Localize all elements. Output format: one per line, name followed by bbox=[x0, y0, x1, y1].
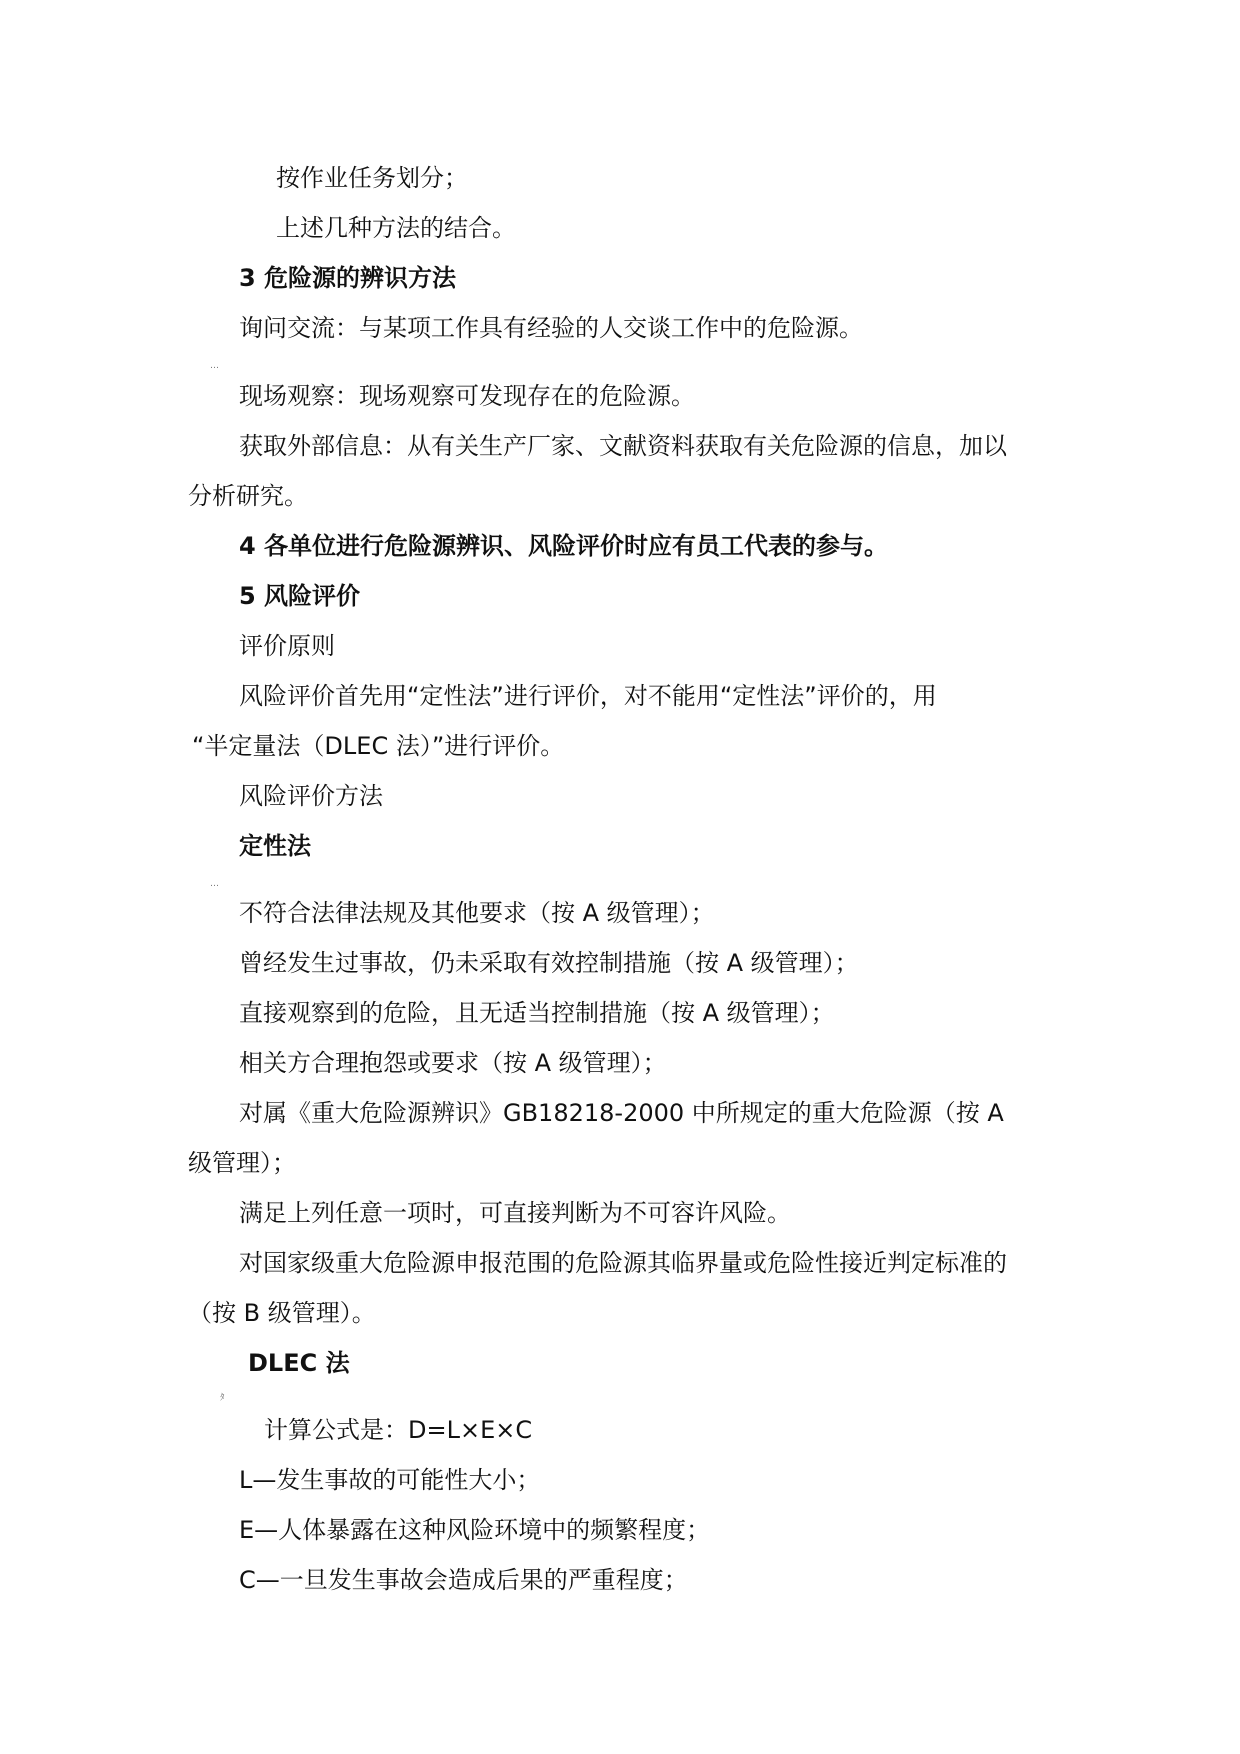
margin-mark: … bbox=[210, 361, 219, 371]
text-line: 级管理）； bbox=[188, 1149, 296, 1177]
text-line: 对国家级重大危险源申报范围的危险源其临界量或危险性接近判定标准的 bbox=[239, 1249, 1007, 1277]
text-line: 直接观察到的危险，且无适当控制措施（按 A 级管理）； bbox=[239, 999, 835, 1027]
text-line: 询问交流：与某项工作具有经验的人交谈工作中的危险源。 bbox=[239, 314, 863, 342]
text-line: 上述几种方法的结合。 bbox=[276, 214, 516, 242]
text-line: “半定量法（DLEC 法）”进行评价。 bbox=[192, 732, 565, 760]
text-line: 相关方合理抱怨或要求（按 A 级管理）； bbox=[239, 1049, 667, 1077]
text-line: 满足上列任意一项时，可直接判断为不可容许风险。 bbox=[239, 1199, 791, 1227]
section-heading: 5 风险评价 bbox=[239, 582, 361, 610]
text-line: 风险评价首先用“定性法”进行评价，对不能用“定性法”评价的，用 bbox=[239, 682, 937, 710]
text-line: 分析研究。 bbox=[188, 482, 308, 510]
text-line: 曾经发生过事故，仍未采取有效控制措施（按 A 级管理）； bbox=[239, 949, 859, 977]
text-line: （按 B 级管理）。 bbox=[188, 1299, 376, 1327]
formula-line: 计算公式是：D=L×E×C bbox=[264, 1416, 533, 1444]
margin-mark: … bbox=[210, 879, 219, 889]
text-line: 评价原则 bbox=[239, 632, 335, 660]
text-line: 获取外部信息：从有关生产厂家、文献资料获取有关危险源的信息，加以 bbox=[239, 432, 1007, 460]
text-line: 按作业任务划分； bbox=[276, 164, 468, 192]
text-line: L—发生事故的可能性大小； bbox=[239, 1466, 541, 1494]
margin-mark: ﾀ bbox=[220, 1393, 225, 1403]
section-heading: 3 危险源的辨识方法 bbox=[239, 264, 457, 292]
text-line: E—人体暴露在这种风险环境中的频繁程度； bbox=[239, 1516, 711, 1544]
section-heading: 4 各单位进行危险源辨识、风险评价时应有员工代表的参与。 bbox=[239, 532, 889, 560]
subsection-heading: 定性法 bbox=[239, 832, 311, 860]
text-line: 现场观察：现场观察可发现存在的危险源。 bbox=[239, 382, 695, 410]
text-line: 风险评价方法 bbox=[239, 782, 383, 810]
text-line: 对属《重大危险源辨识》GB18218-2000 中所规定的重大危险源（按 A bbox=[239, 1099, 1004, 1127]
text-line: C—一旦发生事故会造成后果的严重程度； bbox=[239, 1566, 688, 1594]
subsection-heading: DLEC 法 bbox=[248, 1349, 350, 1377]
text-line: 不符合法律法规及其他要求（按 A 级管理）； bbox=[239, 899, 715, 927]
